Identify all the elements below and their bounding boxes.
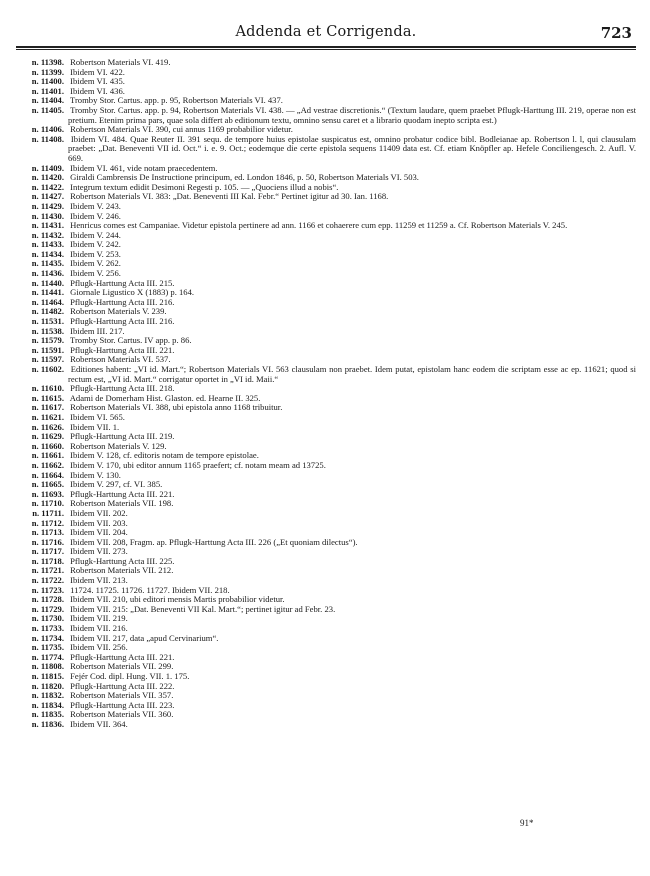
header-rule <box>16 46 636 48</box>
entry-text: 11724. 11725. 11726. 11727. Ibidem VII. 218. <box>70 584 230 595</box>
entry-text: Robertson Materials VI. 383: „Dat. Beneventi III Kal. Febr.“ Pertinet igitur ad 30. Ian. 1168. <box>70 191 389 202</box>
entry-text: Ibidem VI. 484. Quae Reuter II. 391 sequ. de tempore huius epistolae suspicatus est, omnino probatur codice bibl. Bodleianae ap. Robertson l. l, qui clausulam praebet: „Dat. Beneventi VII id. Oct.“ i. e. 9. Oct.; eodemque die certe epistola sequens 11409 data est. Cf. etiam Knöpfler ap. Hefele Conciliengesch. 2. Aufl. V. 669. <box>68 133 636 163</box>
entry-text: Giornale Ligustico X (1883) p. 164. <box>70 287 195 298</box>
entry-number: n. 11774. <box>31 651 64 662</box>
entry-number: n. 11400. <box>31 76 64 87</box>
entry-number: n. 11717. <box>31 546 64 557</box>
entry-text: Ibidem V. 130. <box>70 469 121 480</box>
entry-number: n. 11733. <box>31 623 64 634</box>
entry-text: Ibidem VII. 210, ubi editori mensis Martis probabilior videtur. <box>70 594 285 605</box>
entry-text: Ibidem V. 170, ubi editor annum 1165 praefert; cf. notam meam ad 13725. <box>70 459 326 470</box>
entry-text: Fejér Cod. dipl. Hung. VII. 1. 175. <box>70 671 190 681</box>
entry-text: Ibidem VII. 216. <box>70 623 128 634</box>
entry-text: Ibidem V. 244. <box>70 229 121 240</box>
entry-text: Ibidem V. 128, cf. editoris notam de tempore epistolae. <box>70 450 259 461</box>
entry-text: Ibidem VII. 215: „Dat. Beneventi VII Kal. Mart.“; pertinet igitur ad Febr. 23. <box>70 603 336 614</box>
entry-number: n. 11712. <box>31 517 64 528</box>
entry <box>16 106 636 125</box>
entry-number: n. 11420. <box>31 172 64 183</box>
entry-text: Robertson Materials VII. 299. <box>70 661 174 672</box>
entry-number: n. 11661. <box>31 450 64 461</box>
entry-text: Ibidem III. 217. <box>70 325 125 336</box>
entry-text: Giraldi Cambrensis De Instructione principum, ed. London 1846, p. 50, Robertson Materials VI. 503. <box>70 172 419 183</box>
entry-text: Pflugk-Harttung Acta III. 221. <box>70 651 175 662</box>
entry-text: Robertson Materials VII. 360. <box>70 709 174 720</box>
entry-text: Tromby Stor. Cartus. IV app. p. 86. <box>70 335 192 346</box>
entry-number: n. 11730. <box>31 613 64 624</box>
entry-text: Pflugk-Harttung Acta III. 218. <box>70 383 175 394</box>
entry-text: Robertson Materials VII. 357. <box>70 690 174 701</box>
entry-number: n. 11836. <box>31 718 64 729</box>
entry-number: n. 11660. <box>31 440 64 451</box>
entry-number: n. 11404. <box>31 95 64 106</box>
entry-text: Robertson Materials VI. 388, ubi epistola anno 1168 tribuitur. <box>70 402 283 413</box>
entry-number: n. 11716. <box>31 536 64 547</box>
entry-number: n. 11602. <box>31 364 64 374</box>
entry-number: n. 11401. <box>31 85 64 96</box>
entry-text: Ibidem VI. 436. <box>70 85 125 96</box>
entry-number: n. 11436. <box>31 268 64 279</box>
entry-text: Pflugk-Harttung Acta III. 221. <box>70 488 175 499</box>
entry-number: n. 11722. <box>31 575 64 586</box>
running-header <box>16 24 636 44</box>
entry-text: Ibidem VII. 256. <box>70 642 128 653</box>
entry-text: Robertson Materials V. 239. <box>70 306 167 317</box>
entry-number: n. 11399. <box>31 66 64 77</box>
entry-number: n. 11820. <box>31 680 64 691</box>
entry-text: Robertson Materials VI. 419. <box>70 57 171 67</box>
entry-number: n. 11441. <box>31 287 64 298</box>
entry-number: n. 11531. <box>31 316 64 327</box>
entry-text: Pflugk-Harttung Acta III. 223. <box>70 699 175 710</box>
header-rule-thin <box>16 49 636 50</box>
entry-number: n. 11629. <box>31 431 64 442</box>
entry-number: n. 11579. <box>31 335 64 346</box>
entry-number: n. 11808. <box>31 661 64 672</box>
entry-text: Ibidem V. 262. <box>70 258 121 269</box>
entry-text: Tromby Stor. Cartus. app. p. 95, Robertson Materials VI. 437. <box>70 95 283 106</box>
entry-text: Ibidem VII. 204. <box>70 527 128 538</box>
entry-text: Ibidem V. 242. <box>70 239 121 250</box>
entry-list <box>16 58 636 730</box>
entry-text: Ibidem VII. 213. <box>70 575 128 586</box>
entry-number: n. 11723. <box>31 584 64 595</box>
entry-number: n. 11734. <box>31 632 64 643</box>
entry-number: n. 11693. <box>31 488 64 499</box>
entry-text: Pflugk-Harttung Acta III. 216. <box>70 316 175 327</box>
entry-text: Editiones habent: „VI id. Mart.“; Robertson Materials VI. 563 clausulam non praebet. Idem putat, epistolam hanc eodem die scriptam esse ac ep. 11621; quod si rectum est, „VI id. Mart.“ corrigatur oportet in „VI id. Maii.“ <box>68 364 636 384</box>
entry-number: n. 11431. <box>31 220 64 231</box>
entry-number: n. 11718. <box>31 555 64 566</box>
entry-number: n. 11626. <box>31 421 64 432</box>
entry-number: n. 11440. <box>31 277 64 288</box>
entry-text: Ibidem V. 243. <box>70 200 121 211</box>
entry-number: n. 11815. <box>31 671 64 681</box>
entry-text: Ibidem VI. 461, vide notam praecedentem. <box>70 162 218 173</box>
entry-number: n. 11665. <box>31 479 64 490</box>
entry-text: Pflugk-Harttung Acta III. 222. <box>70 680 175 691</box>
entry-number: n. 11429. <box>31 200 64 211</box>
entry-text: Ibidem V. 253. <box>70 248 121 259</box>
entry-number: n. 11538. <box>31 325 64 336</box>
entry-text: Pflugk-Harttung Acta III. 216. <box>70 296 175 307</box>
entry-text: Adami de Domerham Hist. Glaston. ed. Hearne II. 325. <box>69 392 261 403</box>
entry-number: n. 11422. <box>31 181 64 192</box>
entry-number: n. 11427. <box>31 191 64 202</box>
signature-mark: 91* <box>520 818 534 828</box>
entry-number: n. 11435. <box>31 258 64 269</box>
entry-number: n. 11597. <box>31 354 64 365</box>
entry-text: Ibidem VI. 565. <box>70 411 125 422</box>
entry-number: n. 11832. <box>31 690 64 701</box>
entry-text: Robertson Materials VI. 390, cui annus 1169 probabilior videtur. <box>70 124 293 135</box>
entry <box>16 720 636 730</box>
entry-number: n. 11464. <box>31 296 64 307</box>
entry-number: n. 11621. <box>31 411 64 422</box>
entry-number: n. 11408. <box>31 133 64 144</box>
entry-number: n. 11409. <box>31 162 64 173</box>
entry-number: n. 11835. <box>31 709 64 720</box>
header-title: Addenda et Corrigenda. <box>235 24 417 40</box>
entry-number: n. 11664. <box>31 469 64 480</box>
entry-text: Integrum textum edidit Desimoni Regesti p. 105. — „Quociens illud a nobis“. <box>70 181 339 192</box>
page-number: 723 <box>600 24 632 42</box>
entry-number: n. 11615. <box>31 392 64 403</box>
entry-number: n. 11735. <box>31 642 64 653</box>
entry-text: Robertson Materials V. 129. <box>70 440 167 451</box>
entry-number: n. 11433. <box>31 239 64 250</box>
entry-text: Ibidem VII. 202. <box>70 507 128 518</box>
entry-number: n. 11405. <box>31 104 64 115</box>
entry-number: n. 11728. <box>31 594 64 605</box>
entry-text: Robertson Materials VI. 537. <box>70 354 171 365</box>
entry-text: Ibidem V. 256. <box>70 268 121 279</box>
entry-number: n. 11710. <box>31 498 64 509</box>
entry-text: Ibidem VII. 208, Fragm. ap. Pflugk-Harttung Acta III. 226 („Et quoniam dilectus“). <box>70 536 358 547</box>
entry-number: n. 11430. <box>31 210 64 221</box>
entry-number: n. 11398. <box>31 57 64 67</box>
entry-number: n. 11432. <box>31 229 64 240</box>
entry-text: Robertson Materials VII. 212. <box>70 565 174 576</box>
entry-text: Pflugk-Harttung Acta III. 221. <box>70 344 175 355</box>
entry-text: Ibidem VII. 273. <box>70 546 128 557</box>
entry-text: Ibidem VI. 435. <box>70 76 125 87</box>
entry-text: Robertson Materials VII. 198. <box>70 498 174 509</box>
entry-text: Ibidem VII. 217, data „apud Cervinarium“. <box>70 632 219 643</box>
entry-number: n. 11729. <box>31 603 64 614</box>
entry-number: n. 11406. <box>31 124 64 135</box>
entry-number: n. 11662. <box>31 459 64 470</box>
entry-number: n. 11713. <box>31 527 64 538</box>
entry-number: n. 11434. <box>31 248 64 259</box>
entry-number: n. 11610. <box>31 383 64 394</box>
entry-text: Ibidem VII. 203. <box>70 517 128 528</box>
entry-text: Pflugk-Harttung Acta III. 219. <box>70 431 175 442</box>
entry <box>16 135 636 164</box>
entry-text: Ibidem V. 297, cf. VI. 385. <box>70 479 163 490</box>
entry-number: n. 11591. <box>31 344 64 355</box>
entry <box>16 365 636 384</box>
entry-text: Pflugk-Harttung Acta III. 215. <box>70 277 175 288</box>
entry-text: Tromby Stor. Cartus. app. p. 94, Robertson Materials VI. 438. — „Ad vestrae discretionis.“ (Textum laudare, quem praebet Pflugk-Harttung III. 219, operae non est pretium. Etenim prima pars, quae sola differt ab editionum textu, omnino sensu caret et a librario quodam inepto scripta est.) <box>68 104 636 125</box>
entry-number: n. 11721. <box>31 565 64 576</box>
entry-text: Ibidem VII. 1. <box>70 421 120 432</box>
entry-text: Pflugk-Harttung Acta III. 225. <box>70 555 175 566</box>
entry-number: n. 11711. <box>32 507 64 518</box>
entry-text: Ibidem VI. 422. <box>70 66 125 77</box>
entry-number: n. 11834. <box>31 699 64 710</box>
entry-text: Ibidem VII. 364. <box>70 718 128 729</box>
entry-text: Henricus comes est Campaniae. Videtur epistola pertinere ad ann. 1166 et cohaerere cum epp. 11259 et 11259 a. Cf. Robertson Materials V. 245. <box>70 220 568 231</box>
entry-number: n. 11482. <box>31 306 64 317</box>
entry-text: Ibidem VII. 219. <box>70 613 128 624</box>
entry-text: Ibidem V. 246. <box>70 210 121 221</box>
entry-number: n. 11617. <box>31 402 64 413</box>
